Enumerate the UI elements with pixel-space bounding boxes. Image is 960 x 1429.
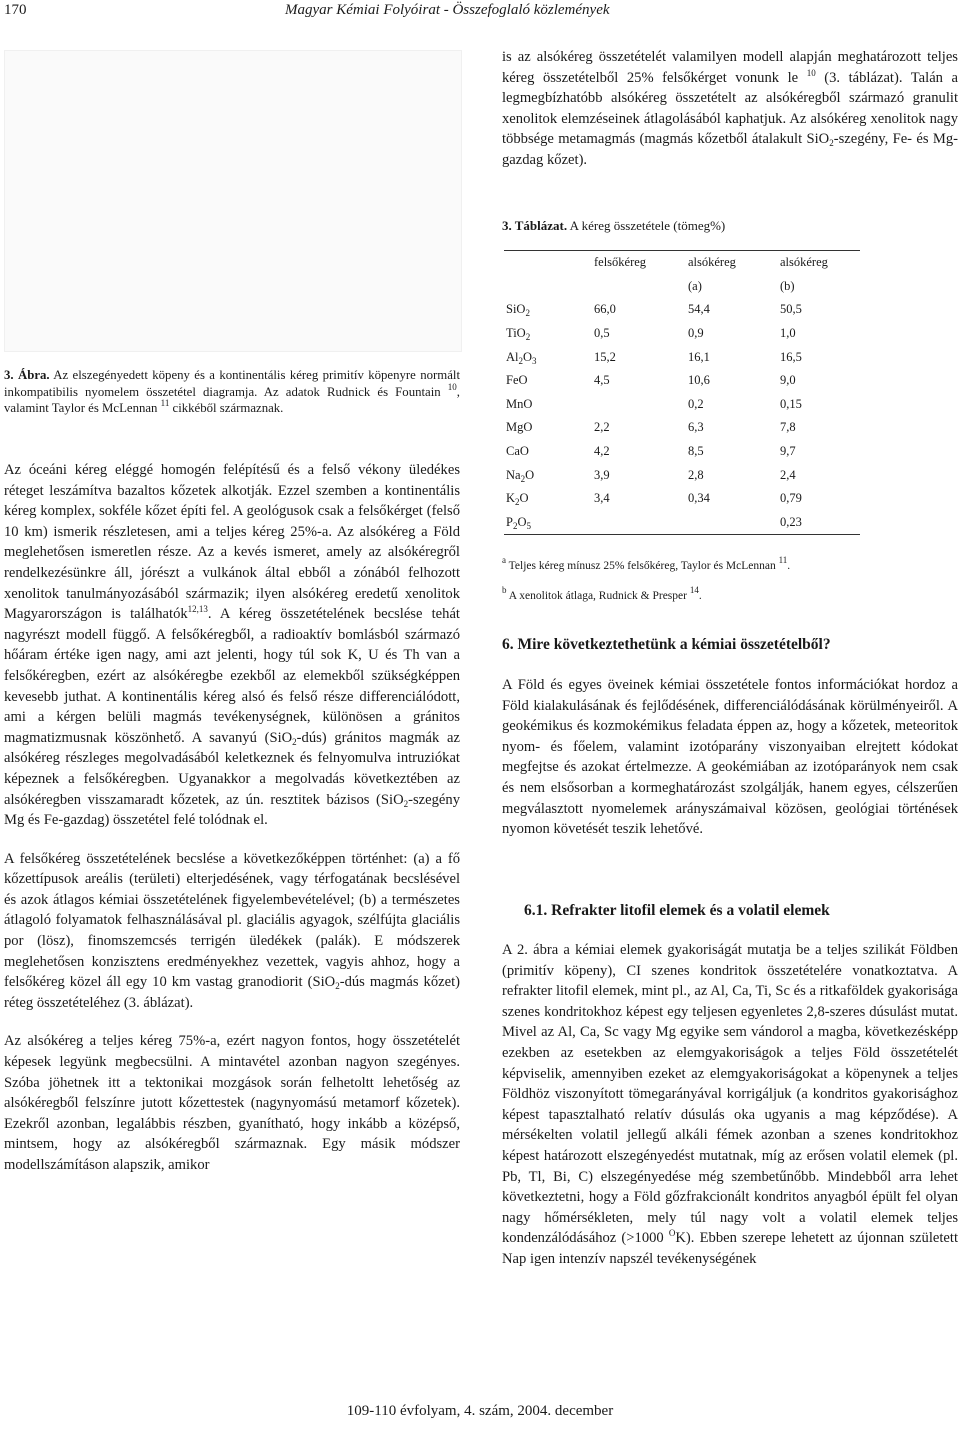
caption-text: cikkéből származnak. — [169, 401, 284, 415]
right-column-p1 — [502, 675, 958, 858]
value-cell — [594, 511, 688, 535]
table-row — [504, 345, 860, 369]
section-title: 6. Mire következtethetünk a kémiai összetételből? — [502, 636, 831, 653]
value-cell: 16,5 — [780, 349, 802, 364]
value-cell: 50,5 — [780, 302, 802, 317]
subscript: 2 — [512, 520, 518, 531]
paragraph: Az óceáni kéreg eléggé homogén felépítésű és a felső vékony üledékes réteget leszámítva bazaltos kőzetek alkotják. Ezzel szemben a kontinentális kéreg komplex, sokféle kőzet építi fel. A geológusok csak a felsőkérget (felső 10 km) ismerik részletesen, ami a teljes kéreg 25%-a. Az alsókéreg a Föld meglehetősen ismeretlen része. Az a kevés ismeret, amely az alsókéregről rendelkezésünkre áll, jórészt a vulkánok által ebből a zónából felhozott xenolitok tanulmányozásából származik; ilyen alsókéreg eredetű xenolitok Magyarországon is találhatók$^{12,13}$. A kéreg összetételének becslése tehát nagyrészt modell függő. A felsőkéregből, a radioaktív bomlásból származó hőáram értéke igen nagy, ami azt jelenti, hogy túl sok K, U és Th van a felsőkéregben, ezért az alsókéregbe ezekből az elemekből szükségképpen kevesebb juthat. A kontinentális kéreg alsó és felső része differenciálódott, ami a kérgen belüli magmás tevékenységnek, különösen a gránitos magmatizmusnak köszönhető. A savanyú (SiO$_2$-dús) gránitos magmák az alsókéreg részleges megolvadásából keletkeznek és felnyomulva intruziókat képeznek a felsőkéregben. Ugyanakkor a megolvadás következtében az alsókéregben visszamaradt kőzetek, az ún. resztitek bázisos (SiO$_2$-szegény Mg és Fe-gazdag) összetétel felé tolódnak el. — [4, 462, 460, 829]
table-label: 3. Táblázat. — [502, 218, 568, 233]
paragraph: A felsőkéreg összetételének becslése a következőképpen történhet: (a) a fő kőzettípusok areális (területi) elterjedésének, vagy térfogatának becslésével és azok átlagos kémiai összetételének figyelembevételével; (b) a természetes átlagoló folyamatok felhasználásával pl. glaciális agyagok, szélfújta glaciális por (lösz), finomszemcsés terrigén üledékek (palák). E módszerek meglehetősen konzisztens eredményekhez vezettek, vagyis ahhoz, hogy a felsőkéreg közel áll egy 10 km vastag granodiorit (SiO$_2$-dús magmás kőzet) réteg összetételéhez (3. ábláza​t). — [4, 850, 460, 1011]
value-cell: 2,8 — [688, 467, 704, 482]
table-subheader-cell: (a) — [688, 278, 702, 293]
table-row — [504, 440, 860, 464]
table-header-cell: alsókéreg — [688, 251, 780, 275]
table-row — [504, 463, 860, 487]
caption-text: Az elszegényedett köpeny és a kontinentális kéreg primitív köpenyre normált inkompatibilis nyomelem összetétel diagramja. Az adatok Rudnick és Fountain — [4, 368, 461, 399]
value-cell — [594, 393, 688, 417]
table-row — [504, 393, 860, 417]
table-header-cell — [504, 251, 594, 275]
paragraph: A 2. ábra a kémiai elemek gyakoriságát mutatja be a teljes szilikát Földben (primitív köpeny), CI szenes kondritok összetételére vonatkoztatva. A refrakter litofil elemek, mint pl., az Al, Ca, Ti, Sc és a ritkaföldek gyakorisága szenes kondritokhoz képest egy teljesen egyenletes 2,8-szeres dúsulást mutat. Mivel az Al, Ca, Sc vagy Mg egyike sem vándorol a magba, következésképp ezekben az esetekben az elemgyakoriságok a teljes Föld összetételét képviselik, amennyiben ezeket az elemgyakoriságokat a köpenynek a teljes Földhöz viszonyított tömegarányával korrigáljuk (a kondritos gyakorisághoz képest tapasztalható relatív dúsulás oka ugyanis a mag képződése). A mérsékelten volatil jellegű alkáli fémek azonban a szenes kondritokhoz képest határozott elszegényedést mutatnak, míg az erősen volatil elemek (pl. Pb, Tl, Bi, C) elszegényedése még szembetűnőbb. Mindebből arra lehet következtetni, hogy a Föld gőzfrakcionált kondritos anyagból épült fel olyan nagy hőmérsékleten, mely túl nagy volt a volatil elemek teljes kondenzálódásához (>1000 $^O$K). Ebben szerepe lehetett az újonnan született Nap igen intenzív napszél tevékenységének — [502, 942, 958, 1267]
paragraph: is az alsókéreg összetételét valamilyen modell alapján meghatározott teljes kéreg összetételből 25% felsőkérget vonunk le $^{10}$ (3. táblázat). Talán a legmegbízhatóbb alsókéreg összetételt az alsókéregből származó granulit xenolitok elemzéseinek átlagolásából kaphatjuk. Az alsókéreg xenolitok nagy többsége metamagmás (magmás kőzetből átalakult SiO$_2$-szegény, Fe- és Mg-gazdag kőzet). — [502, 49, 958, 168]
value-cell: 1,0 — [780, 326, 796, 341]
value-cell: 9,7 — [780, 444, 796, 459]
table-subheader-cell: (b) — [780, 278, 795, 293]
table-row — [504, 416, 860, 440]
value-cell: 0,9 — [688, 326, 704, 341]
left-column — [4, 460, 460, 1194]
subscript: 2 — [525, 332, 531, 343]
table-caption — [502, 218, 725, 234]
subscript: 2 — [520, 473, 526, 484]
journal-title: Magyar Kémiai Folyóirat - Összefoglaló közlemények — [285, 2, 610, 18]
element-cell: TiO$_2$ — [506, 326, 531, 343]
element-cell: MnO — [506, 396, 533, 411]
subscript: 3 — [532, 355, 537, 366]
value-cell: 0,5 — [594, 326, 610, 341]
value-cell: 2,2 — [594, 420, 610, 435]
figure-area — [4, 50, 462, 352]
right-column-p2 — [502, 940, 958, 1288]
table-header-cell: felsőkéreg — [594, 251, 688, 275]
value-cell — [688, 511, 780, 535]
table-header-row — [504, 251, 860, 275]
value-cell: 15,2 — [594, 349, 616, 364]
table-row — [504, 298, 860, 322]
subscript: 2 — [518, 355, 523, 366]
value-cell: 2,4 — [780, 467, 796, 482]
paragraph: A Föld és egyes öveinek kémiai összetétele fontos információkat hordoz a Föld kialakulásának és fejlődésének, differenciálódásának körülményeiről. A geokémikus és kozmokémikus feladata éppen az, hogy a kőzetek, meteoritok nyom- és főelem, valamint izotóparány viszonyaiban elrejtett kódokat megfejtse és azokat értelmezze. A geokémiában az izotóparányok nem csak és nem elsősorban a kormeghatározást szolgálják, hanem egyes, célszerűen megválasztott nyomelemek arányszámaival közösen, geológiai történések nyomon követését teszik lehetővé. — [502, 677, 958, 838]
element-cell: $P_2O_5$ — [504, 511, 594, 535]
caption-ref: 10 — [447, 381, 457, 392]
page-number: 170 — [4, 2, 27, 18]
element-cell: $K_2O$ — [506, 491, 529, 508]
value-cell: 4,5 — [594, 373, 610, 388]
table-note-a: $^a$ Teljes kéreg mínusz 25% felsőkéreg, Taylor és McLennan $^{11}$. — [502, 555, 791, 572]
table-subheader-row — [504, 275, 860, 299]
caption-ref: 11 — [160, 398, 170, 408]
element-cell: $Na_2O$ — [506, 467, 535, 484]
right-column-intro — [502, 47, 958, 189]
figure-caption — [4, 367, 460, 417]
composition-table — [504, 250, 860, 535]
value-cell: 3,4 — [594, 491, 610, 506]
subscript: 5 — [526, 520, 531, 531]
element-cell: FeO — [506, 373, 528, 388]
value-cell: 8,5 — [688, 444, 704, 459]
element-cell: SiO$_2$ — [506, 302, 530, 319]
page-header — [0, 0, 960, 24]
table-title: A kéreg összetétele (tömeg%) — [567, 218, 726, 233]
element-cell: $Al_2O_3$ — [506, 349, 537, 366]
subscript: 2 — [525, 308, 530, 319]
value-cell: 16,1 — [688, 349, 710, 364]
subsection-title: 6.1. Refrakter litofil elemek és a volatil elemek — [524, 902, 830, 919]
paragraph: Az alsókéreg a teljes kéreg 75%-a, ezért nagyon fontos, hogy összetételét képesek legyünk megbecsülni. A mintavétel azonban nagyon szegényes. Szóba jöhetnek itt a tektonikai mozgások során felhetoltt lehetőség az alsókéregből felszínre jutott kőzettestek (nagynyomású metamorf kőzetek). Ezekről azonban, legalábbis részben, gyanítható, hogy inkább a középső, mintsem, hogy az alsókéregből származnak. Egy másik módszer modellszámításon alapszik, amikor — [4, 1033, 460, 1173]
value-cell: 0,79 — [780, 491, 802, 506]
table-row — [504, 322, 860, 346]
subscript: 2 — [515, 497, 520, 508]
value-cell: 4,2 — [594, 444, 610, 459]
value-cell: 0,2 — [688, 396, 704, 411]
element-cell: CaO — [506, 444, 529, 459]
value-cell: 10,6 — [688, 373, 710, 388]
value-cell: 7,8 — [780, 420, 796, 435]
value-cell: 6,3 — [688, 420, 704, 435]
value-cell: 66,0 — [594, 302, 616, 317]
value-cell: 3,9 — [594, 467, 610, 482]
table-row — [504, 487, 860, 511]
table-row — [504, 511, 860, 535]
value-cell: 9,0 — [780, 373, 796, 388]
table-note-b: $^b$ A xenolitok átlaga, Rudnick & Presper $^{14}$. — [502, 585, 702, 602]
table-row — [504, 369, 860, 393]
value-cell: 54,4 — [688, 302, 710, 317]
table-header-cell: alsókéreg — [780, 251, 860, 275]
element-cell: MgO — [506, 420, 533, 435]
table-subheader-cell — [504, 275, 594, 299]
value-cell: 0,15 — [780, 396, 802, 411]
value-cell: 0,23 — [780, 511, 860, 535]
value-cell: 0,34 — [688, 491, 710, 506]
figure-label: 3. Ábra. — [4, 368, 50, 382]
table-subheader-cell — [594, 275, 688, 299]
caption-text: , valamint Taylor és McLennan — [4, 384, 460, 415]
page-footer: 109-110 évfolyam, 4. szám, 2004. december — [346, 1403, 614, 1419]
